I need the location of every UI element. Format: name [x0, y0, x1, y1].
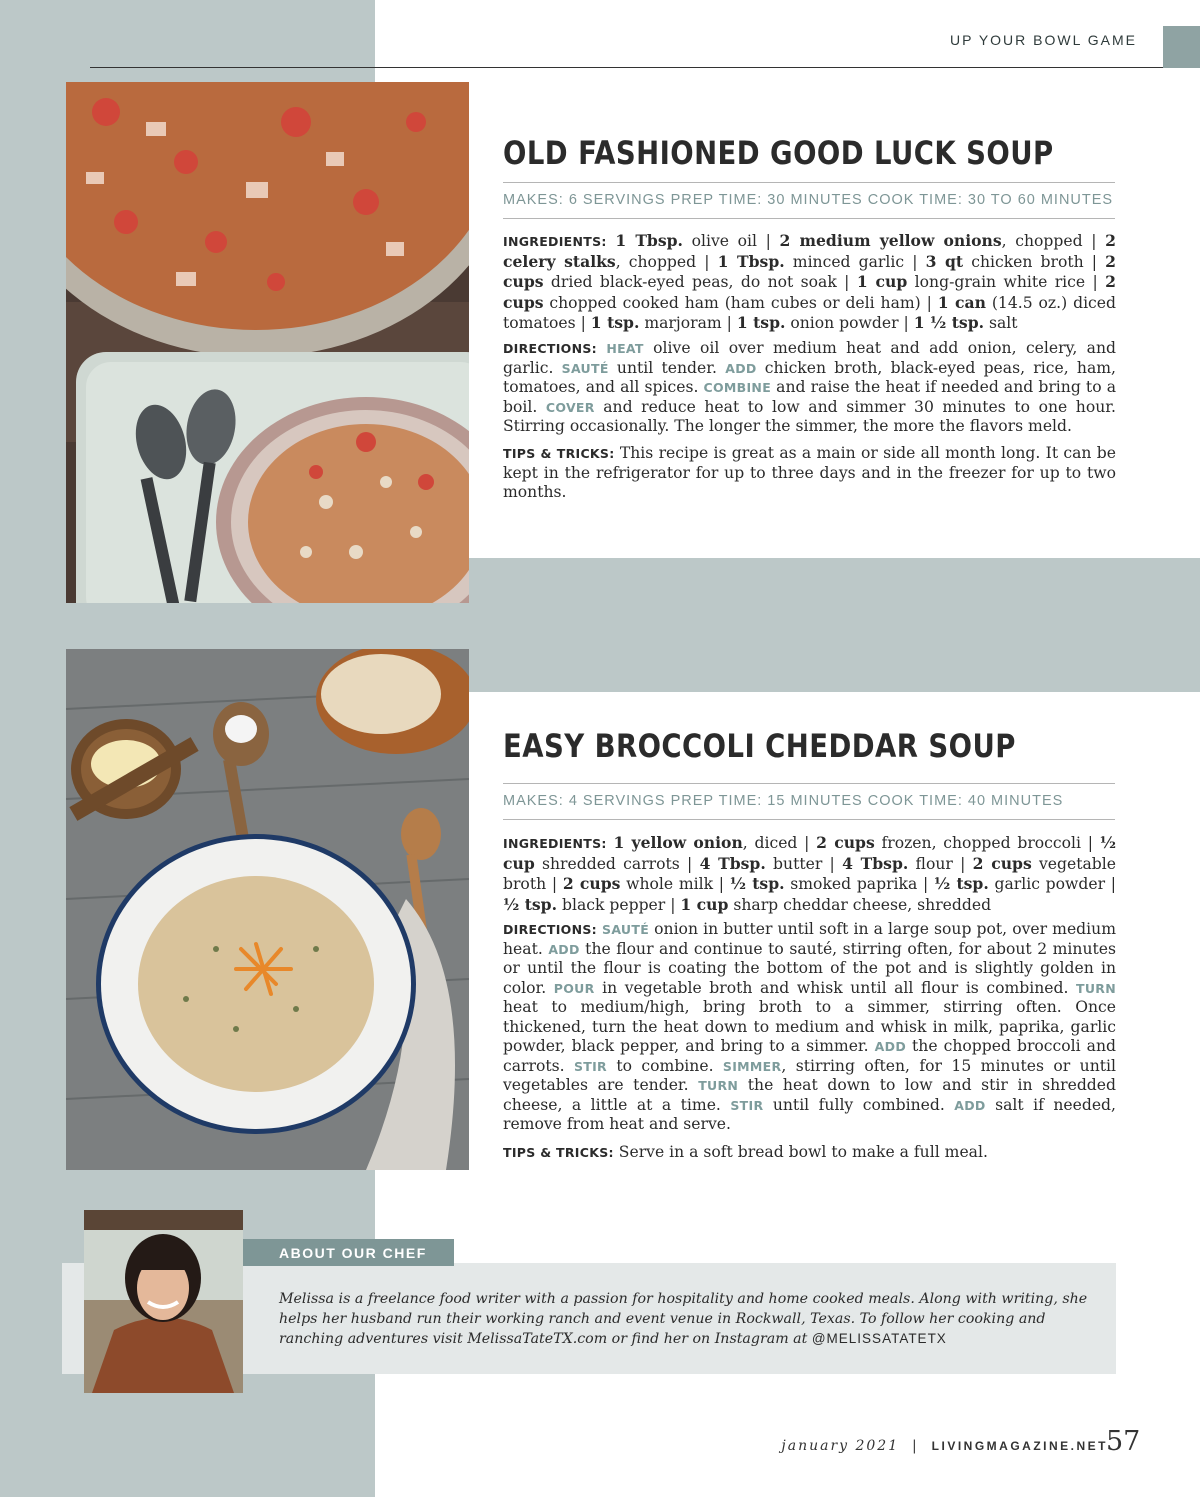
text-run: in vegetable broth and whisk until all flour is combined.	[594, 978, 1077, 997]
action-verb: ADD	[725, 360, 757, 376]
directions-text	[503, 920, 1116, 1133]
action-verb: ADD	[954, 1097, 986, 1113]
quantity: 1 yellow onion	[613, 833, 743, 852]
quantity: 2 cups	[816, 833, 875, 852]
quantity: ½ cup	[503, 833, 1117, 873]
action-verb: STIR	[573, 1058, 607, 1074]
quantity: 2 medium yellow onions	[779, 231, 1002, 250]
quantity: 1 cup	[680, 894, 729, 914]
text-run: vegetable broth |	[503, 854, 1117, 893]
text-run: whole milk |	[620, 875, 730, 893]
action-verb: HEAT	[606, 341, 644, 356]
quantity: 1 tsp.	[590, 313, 640, 332]
text-run: shredded carrots |	[534, 854, 700, 873]
text-run: frozen, chopped broccoli |	[874, 834, 1100, 852]
page-footer	[781, 1438, 1108, 1454]
text-run: flour |	[908, 854, 973, 873]
issue-date: january 2021	[781, 1438, 900, 1454]
quantity: 2 cups	[972, 853, 1032, 873]
recipe-meta: MAKES: 6 SERVINGS PREP TIME: 30 MINUTES COOK TIME: 30 TO 60 MINUTES	[503, 192, 1114, 208]
tips-label: TIPS & TRICKS:	[503, 1145, 614, 1160]
text-run: the flour and continue to sauté, stirring often, for about 2 minutes or until the flour is coating the bottom of the pot and is slightly golden in color.	[503, 939, 1117, 997]
chef-bio-text: Melissa is a freelance food writer with a passion for hospitality and home cooked meals. Along with writing, she helps her husband run their working ranch and event venue in Rockwall, Texas. To follow her cooking and ranching adventures visit MelissaTateTX.com or find her on Instagram at	[279, 1291, 1088, 1347]
text-run: sharp cheddar cheese, shredded	[728, 895, 992, 914]
header-rule	[90, 67, 1163, 68]
text-run: and reduce heat to low and simmer 30 minutes to one hour. Stirring occasionally. The longer the simmer, the more the flavors meld.	[503, 397, 1116, 435]
page-number: 57	[1106, 1426, 1141, 1457]
action-verb: SIMMER	[722, 1058, 782, 1074]
quantity: 1 cup	[856, 272, 908, 291]
text-run: garlic powder |	[988, 875, 1117, 893]
text-run: , chopped |	[615, 252, 718, 271]
quantity: 1 Tbsp.	[717, 251, 785, 271]
text-run: and raise the heat if needed and bring to a boil.	[503, 378, 1116, 416]
text-run: smoked paprika |	[784, 875, 934, 893]
action-verb: SAUTÉ	[561, 360, 609, 376]
recipe-meta: MAKES: 4 SERVINGS PREP TIME: 15 MINUTES COOK TIME: 40 MINUTES	[503, 793, 1064, 809]
action-verb: TURN	[698, 1078, 739, 1093]
about-chef-heading: ABOUT OUR CHEF	[243, 1239, 454, 1266]
chef-bio	[279, 1290, 1097, 1350]
directions-label: DIRECTIONS:	[503, 922, 597, 937]
ingredients-paragraph	[503, 833, 1116, 915]
tips-text: Serve in a soft bread bowl to make a full meal.	[618, 1143, 988, 1161]
text-run: the chopped broccoli and carrots.	[503, 1037, 1116, 1075]
tips-paragraph	[503, 1143, 1116, 1163]
quantity: 1 can	[937, 292, 986, 312]
recipe-title: OLD FASHIONED GOOD LUCK SOUP	[503, 134, 1054, 172]
directions-paragraph	[503, 920, 1116, 1135]
quantity: 2 celery stalks	[503, 231, 1117, 271]
directions-paragraph	[503, 339, 1116, 437]
action-verb: POUR	[553, 980, 595, 996]
text-run: the heat down to low and stir in shredded cheese, a little at a time.	[503, 1076, 1116, 1114]
text-run: dried black-eyed peas, do not soak |	[543, 273, 857, 291]
good-luck-soup-photo	[66, 82, 469, 603]
text-run: olive oil over medium heat and add onion, celery, and garlic.	[503, 339, 1116, 377]
text-run: minced garlic |	[784, 252, 926, 271]
broccoli-cheddar-soup-photo	[66, 649, 469, 1170]
title-rule	[503, 182, 1115, 183]
chef-portrait-photo	[84, 1210, 243, 1393]
quantity: 2 cups	[562, 874, 621, 893]
quantity: 1 ½ tsp.	[913, 313, 985, 332]
action-verb: COMBINE	[703, 380, 772, 395]
quantity: 2 cups	[503, 272, 1117, 312]
text-run: heat to medium/high, bring broth to a simmer, stirring often. Once thickened, turn the heat down to medium and whisk in milk, paprika, garlic powder, black pepper, and bring to a simmer.	[503, 998, 1116, 1055]
ingredients-paragraph	[503, 231, 1116, 334]
text-run: chicken broth |	[963, 252, 1106, 271]
broccoli-photo-illustration	[66, 649, 469, 1170]
tips-text: This recipe is great as a main or side all month long. It can be kept in the refrigerator for up to three days and in the freezer for up to two months.	[503, 444, 1116, 501]
action-verb: ADD	[548, 941, 580, 957]
quantity: ½ tsp.	[729, 874, 785, 893]
text-run: long-grain white rice |	[907, 273, 1106, 291]
quantity: 1 Tbsp.	[615, 231, 683, 250]
text-run: chopped cooked ham (ham cubes or deli ham) |	[543, 293, 938, 312]
text-run: black pepper |	[557, 895, 681, 914]
action-verb: STIR	[730, 1097, 764, 1113]
text-run: until fully combined.	[763, 1095, 955, 1114]
text-run: chicken broth, black-eyed peas, rice, ham, tomatoes, and all spices.	[503, 358, 1116, 396]
title-rule	[503, 783, 1115, 784]
text-run: onion powder |	[785, 314, 914, 332]
text-run: salt	[984, 314, 1018, 332]
text-run: , diced |	[742, 834, 817, 852]
quantity: ½ tsp.	[933, 874, 989, 893]
recipe-title: EASY BROCCOLI CHEDDAR SOUP	[503, 727, 1016, 765]
quantity: 1 tsp.	[736, 313, 786, 332]
soup-photo-illustration	[66, 82, 469, 603]
directions-label: DIRECTIONS:	[503, 341, 597, 356]
tips-paragraph	[503, 444, 1116, 503]
section-header: UP YOUR BOWL GAME	[950, 32, 1137, 48]
quantity: 4 Tbsp.	[842, 853, 909, 873]
text-run: salt if needed, remove from heat and serve.	[503, 1095, 1116, 1133]
chef-portrait-illustration	[84, 1210, 243, 1393]
text-run: marjoram |	[639, 314, 737, 332]
text-run: to combine.	[606, 1056, 723, 1075]
action-verb: SAUTÉ	[602, 922, 650, 937]
quantity: 2 cups	[503, 251, 1117, 291]
text-run: , stirring often, for 15 minutes or until vegetables are tender.	[503, 1056, 1116, 1094]
meta-rule	[503, 218, 1115, 219]
tips-label: TIPS & TRICKS:	[503, 446, 615, 461]
website-link[interactable]: LIVINGMAGAZINE.NET	[931, 1439, 1108, 1453]
text-run: (14.5 oz.) diced tomatoes |	[503, 293, 1116, 332]
text-run: until tender.	[608, 358, 726, 377]
ingredients-label: INGREDIENTS:	[503, 234, 607, 249]
quantity: ½ tsp.	[503, 894, 558, 914]
text-run: , chopped |	[1001, 232, 1106, 250]
quantity: 4 Tbsp.	[699, 853, 766, 873]
header-tab	[1163, 26, 1200, 68]
action-verb: COVER	[545, 399, 595, 415]
action-verb: ADD	[874, 1039, 906, 1054]
ingredients-label: INGREDIENTS:	[503, 836, 607, 851]
chef-instagram-handle: @MELISSATATETX	[811, 1331, 947, 1346]
action-verb: TURN	[1076, 980, 1116, 996]
text-run: butter |	[765, 854, 843, 873]
meta-rule	[503, 819, 1115, 820]
text-run: onion in butter until soft in a large soup pot, over medium heat.	[503, 920, 1116, 958]
quantity: 3 qt	[925, 251, 964, 271]
footer-separator: |	[912, 1438, 919, 1454]
text-run: olive oil |	[682, 232, 780, 250]
